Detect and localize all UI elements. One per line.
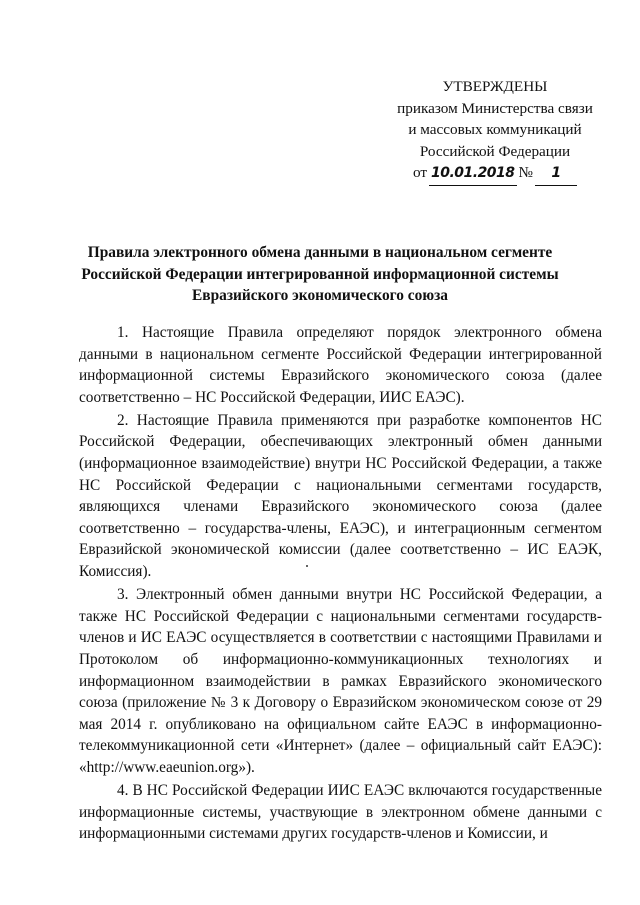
title-line-3: Евразийского экономического союза: [192, 287, 448, 304]
approval-block: [380, 76, 610, 186]
document-title: [60, 242, 580, 307]
title-line-2: Российской Федерации интегрированной информационной системы: [81, 265, 559, 283]
document-body: [79, 322, 602, 846]
handwritten-number: 1: [535, 163, 577, 186]
title-line-1: Правила электронного обмена данными в национальном сегменте: [87, 244, 553, 261]
scan-speck: [306, 565, 308, 567]
approval-heading: УТВЕРЖДЕНЫ: [442, 78, 548, 95]
number-sign: №: [518, 164, 534, 181]
approval-line-3: Российской Федерации: [419, 142, 571, 160]
paragraph-2: 2. Настоящие Правила применяются при разработке компонентов НС Российской Федерации, обеспечивающих электронный обмен данными (информационное взаимодействие) внутри НС Российской Федерации, а также НС Российской Федерации с национальными сегментами государств, являющихся членами Евразийского экономического союза (далее соответственно – государства-члены, ЕАЭС), и интеграционным сегментом Евразийской экономической комиссии (далее соответственно – ИС ЕАЭК, Комиссия).: [79, 411, 602, 581]
handwritten-date: 10.01.2018: [429, 163, 517, 186]
date-prefix: от: [412, 164, 427, 181]
paragraph-1: 1. Настоящие Правила определяют порядок электронного обмена данными в национальном сегменте Российской Федерации интегрированной информационной системы Евразийского экономического союза (далее соответственно – НС Российской Федерации, ИИС ЕАЭС).: [79, 324, 602, 406]
approval-line-2: и массовых коммуникаций: [408, 121, 582, 138]
approval-date-line: [380, 162, 610, 186]
paragraph-4: 4. В НС Российской Федерации ИИС ЕАЭС включаются государственные информационные системы, участвующие в электронном обмене данными с информационными системами других государств-членов и Комиссии, и: [79, 781, 602, 843]
paragraph-3: 3. Электронный обмен данными внутри НС Российской Федерации, а также НС Российской Федерации с национальными сегментами государств-членов и ИС ЕАЭС осуществляется в соответствии с настоящими Правилами и Протоколом об информационно-коммуникационных технологиях и информационном взаимодействии в рамках Евразийского экономического союза (приложение № 3 к Договору о Евразийском экономическом союзе от 29 мая 2014 г. опубликовано на официальном сайте ЕАЭС в информационно-телекоммуникационной сети «Интернет» (далее – официальный сайт ЕАЭС): «http://www.eaeunion.org»).: [79, 586, 602, 776]
approval-line-1: приказом Министерства связи: [397, 99, 593, 117]
